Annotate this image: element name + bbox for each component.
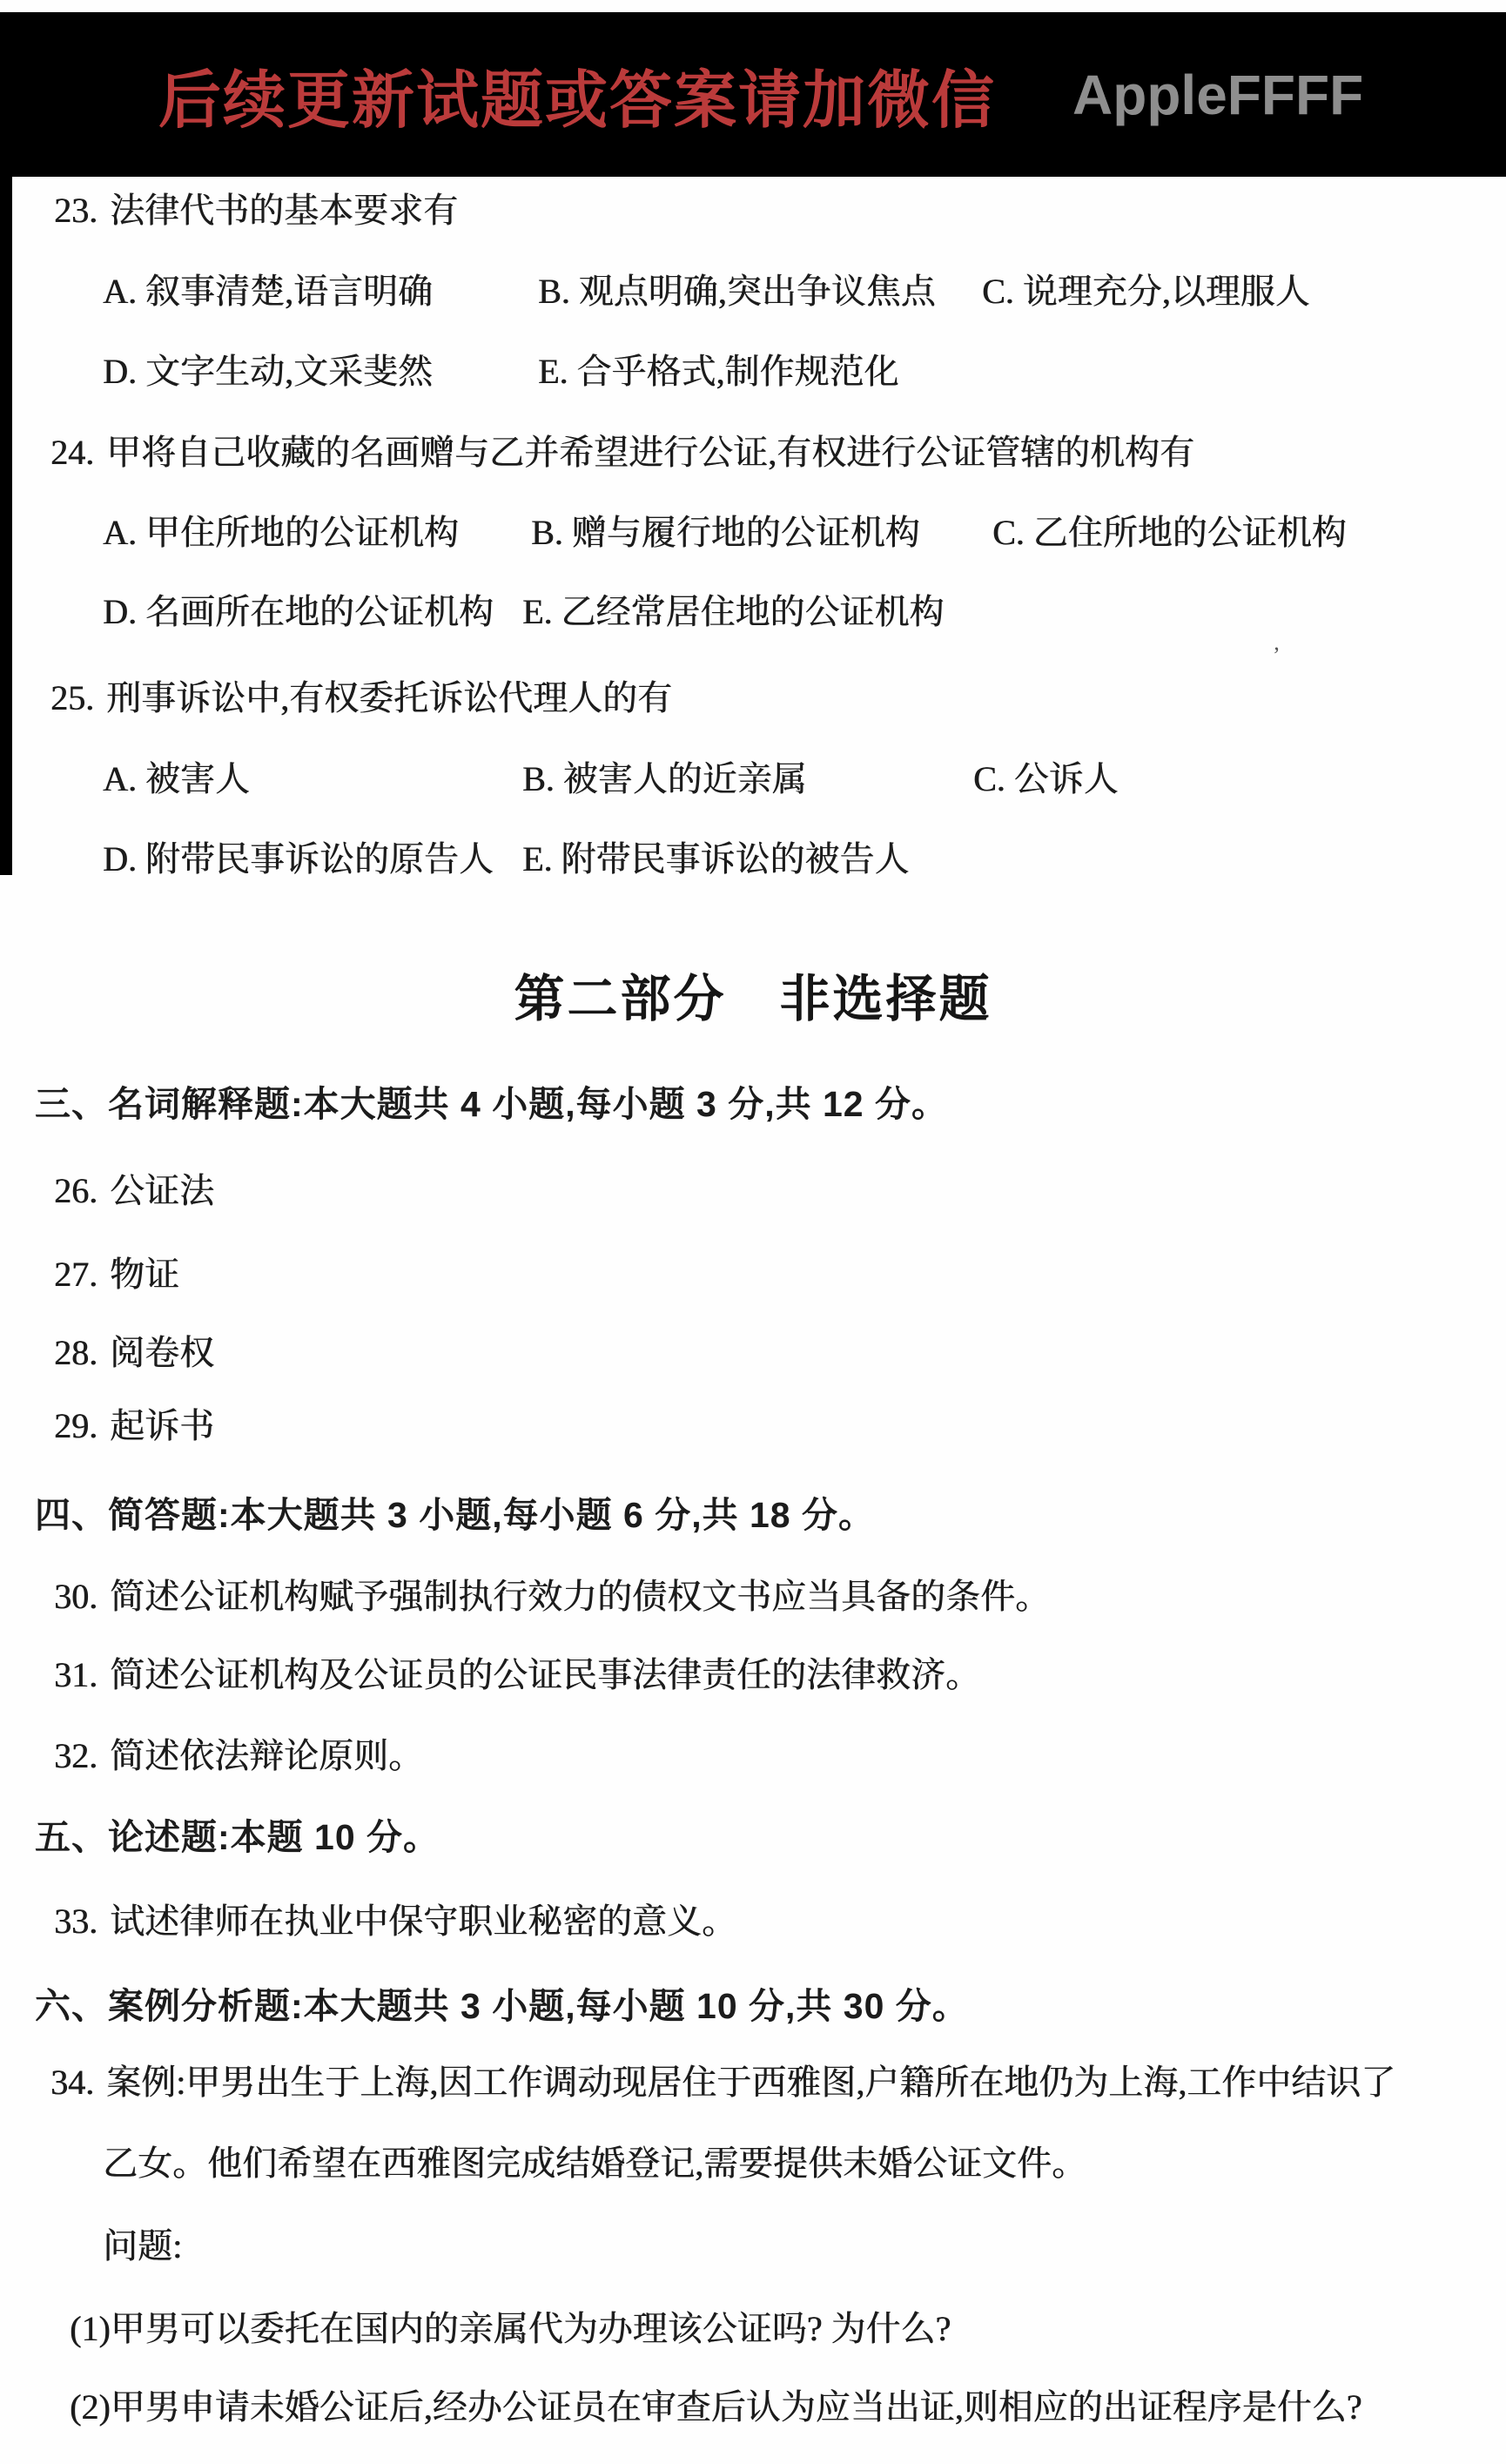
question-24-text: 甲将自己收藏的名画赠与乙并希望进行公证,有权进行公证管辖的机构有 (106, 433, 1194, 472)
question-26-text: 公证法 (110, 1171, 214, 1210)
question-25-option-d: D. 附带民事诉讼的原告人 (103, 839, 494, 879)
question-24-option-c: C. 乙住所地的公证机构 (992, 513, 1347, 552)
question-34-line1 (50, 2065, 1395, 2100)
part2-title: 第二部分 非选择题 (514, 971, 992, 1027)
question-24-stem (50, 435, 1194, 470)
question-25-text: 刑事诉讼中,有权委托诉讼代理人的有 (106, 678, 672, 717)
question-29-text: 起诉书 (110, 1406, 214, 1445)
question-34-case-line2: 乙女。他们希望在西雅图完成结婚登记,需要提供未婚公证文件。 (103, 2144, 1086, 2183)
question-23-option-a: A. 叙事清楚,语言明确 (103, 272, 433, 311)
question-29 (54, 1406, 214, 1445)
question-34-questions-label: 问题: (103, 2226, 183, 2265)
question-34-number: 34. (50, 2063, 94, 2102)
question-31-number: 31. (54, 1655, 97, 1694)
question-34-sub-1: (1)甲男可以委托在国内的亲属代为办理该公证吗? 为什么? (70, 2309, 951, 2348)
section-3-heading: 三、名词解释题:本大题共 4 小题,每小题 3 分,共 12 分。 (35, 1084, 948, 1124)
question-31 (54, 1655, 980, 1694)
question-28 (54, 1333, 214, 1372)
section-6-heading: 六、案例分析题:本大题共 3 小题,每小题 10 分,共 30 分。 (35, 1986, 969, 2026)
question-23-number: 23. (54, 191, 97, 230)
watermark-banner (0, 12, 1506, 177)
question-24-option-b: B. 赠与履行地的公证机构 (531, 513, 920, 552)
question-24-option-e: E. 乙经常居住地的公证机构 (522, 592, 945, 631)
scan-artifact-mark: ’ (1273, 643, 1281, 668)
question-24-number: 24. (50, 433, 94, 472)
question-25-option-c: C. 公诉人 (973, 759, 1119, 798)
question-25-option-b: B. 被害人的近亲属 (522, 759, 807, 798)
banner-wechat-id: AppleFFFF (1072, 63, 1364, 126)
question-27-number: 27. (54, 1255, 97, 1294)
question-30-number: 30. (54, 1577, 97, 1616)
question-32-text: 简述依法辩论原则。 (110, 1736, 423, 1775)
question-24-option-a: A. 甲住所地的公证机构 (103, 513, 459, 552)
question-30-text: 简述公证机构赋予强制执行效力的债权文书应当具备的条件。 (110, 1577, 1050, 1616)
question-34-case-line1: 案例:甲男出生于上海,因工作调动现居住于西雅图,户籍所在地仍为上海,工作中结识了 (106, 2063, 1396, 2102)
question-31-text: 简述公证机构及公证员的公证民事法律责任的法律救济。 (110, 1655, 980, 1694)
banner-notice-text: 后续更新试题或答案请加微信 (158, 65, 997, 136)
question-32 (54, 1736, 423, 1775)
section-5-heading: 五、论述题:本题 10 分。 (35, 1817, 440, 1857)
question-33-number: 33. (54, 1902, 97, 1941)
question-25-option-a: A. 被害人 (103, 759, 250, 798)
question-27 (54, 1257, 179, 1292)
question-26 (54, 1171, 214, 1210)
section-4-heading: 四、简答题:本大题共 3 小题,每小题 6 分,共 18 分。 (35, 1495, 875, 1535)
question-34-sub-2: (2)甲男申请未婚公证后,经办公证员在审查后认为应当出证,则相应的出证程序是什么? (70, 2387, 1362, 2427)
question-33 (54, 1904, 736, 1939)
question-24-option-d: D. 名画所在地的公证机构 (103, 592, 494, 631)
question-28-text: 阅卷权 (110, 1333, 214, 1372)
question-28-number: 28. (54, 1333, 97, 1372)
question-29-number: 29. (54, 1406, 97, 1445)
scan-edge-bar (0, 177, 12, 875)
question-23-stem (54, 193, 458, 228)
question-30 (54, 1579, 1050, 1614)
question-25-option-e: E. 附带民事诉讼的被告人 (522, 839, 910, 879)
question-23-option-e: E. 合乎格式,制作规范化 (538, 352, 899, 391)
question-25-stem (50, 678, 672, 717)
question-33-text: 试述律师在执业中保守职业秘密的意义。 (110, 1902, 736, 1941)
question-25-number: 25. (50, 678, 94, 717)
question-23-option-b: B. 观点明确,突出争议焦点 (538, 272, 936, 311)
question-26-number: 26. (54, 1171, 97, 1210)
question-32-number: 32. (54, 1736, 97, 1775)
question-23-text: 法律代书的基本要求有 (110, 191, 458, 230)
question-23-option-d: D. 文字生动,文采斐然 (103, 352, 433, 391)
question-27-text: 物证 (110, 1255, 179, 1294)
question-23-option-c: C. 说理充分,以理服人 (982, 272, 1310, 311)
